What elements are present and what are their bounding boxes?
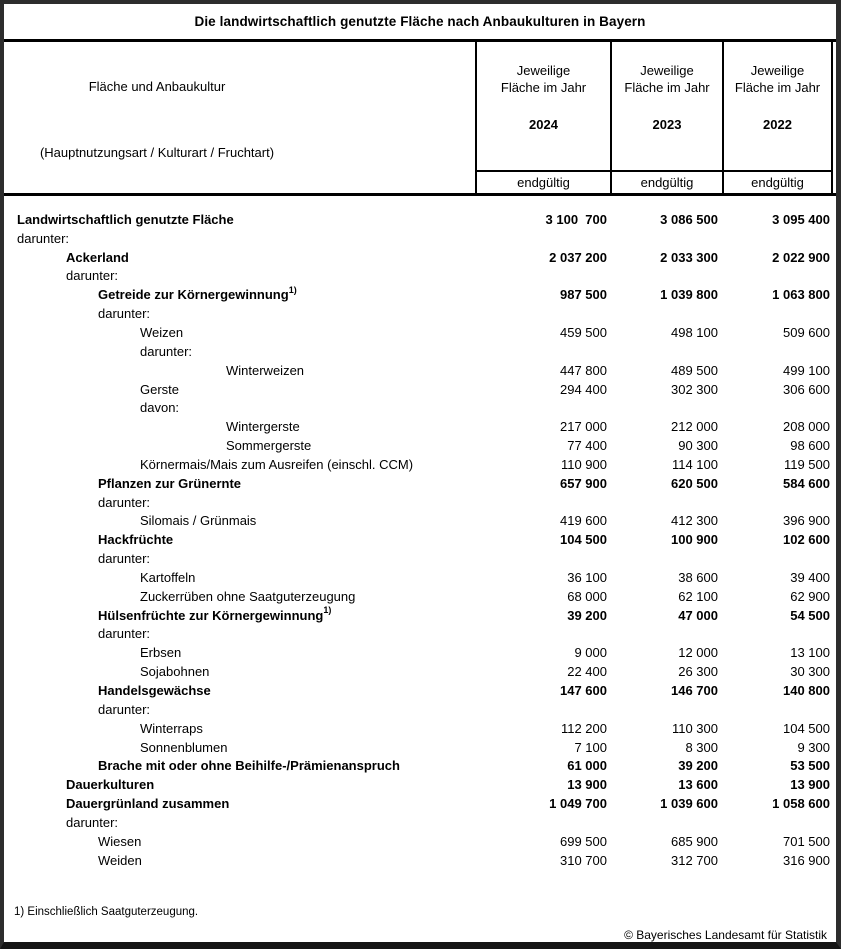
table-row: [4, 229, 830, 248]
caption-line2: Fläche im Jahr: [734, 80, 821, 95]
value-cell-2023: 90 300: [678, 438, 718, 454]
row-label: Winterraps: [140, 720, 203, 736]
value-cell-2023: 489 500: [671, 362, 718, 378]
row-label: Hülsenfrüchte zur Körnergewinnung$^{1)}$: [98, 605, 332, 623]
table-row: [4, 794, 830, 813]
value-cell-2024: 987 500: [560, 287, 607, 303]
value-cell-2024: 1 049 700: [549, 796, 607, 812]
year-col-caption: [612, 42, 722, 170]
table-body: [4, 196, 836, 870]
row-label: darunter:: [17, 230, 70, 246]
value-cell-2024: 699 500: [560, 833, 607, 849]
value-cell-2023: 2 033 300: [660, 249, 718, 265]
header-label-line1: Fläche und Anbaukultur: [88, 79, 226, 94]
value-cell-2023: 312 700: [671, 852, 718, 868]
row-label: darunter:: [98, 306, 151, 322]
value-cell-2023: 412 300: [671, 513, 718, 529]
value-cell-2023: 26 300: [678, 664, 718, 680]
value-cell-2022: 30 300: [790, 664, 830, 680]
value-cell-2022: 140 800: [783, 683, 830, 699]
table-row: [4, 700, 830, 719]
value-cell-2022: 584 600: [783, 475, 830, 491]
value-cell-2023: 146 700: [671, 683, 718, 699]
year-label: 2022: [763, 117, 792, 132]
value-cell-2024: 310 700: [560, 852, 607, 868]
value-cell-2022: 39 400: [790, 569, 830, 585]
table-row: [4, 361, 830, 380]
row-label: darunter:: [98, 494, 151, 510]
header-label-cell: [4, 42, 475, 193]
caption-line2: Fläche im Jahr: [500, 80, 587, 95]
table-header: [4, 42, 836, 196]
value-cell-2023: 13 600: [678, 777, 718, 793]
value-cell-2023: 38 600: [678, 569, 718, 585]
value-cell-2022: 1 058 600: [772, 796, 830, 812]
value-cell-2024: 3 100 700: [545, 211, 607, 227]
value-cell-2024: 217 000: [560, 419, 607, 435]
table-row: [4, 417, 830, 436]
row-label: Dauerkulturen: [66, 777, 155, 793]
table-row: [4, 304, 830, 323]
table-row: [4, 380, 830, 399]
row-label: Ackerland: [66, 249, 129, 265]
row-label: darunter:: [98, 551, 151, 567]
value-cell-2023: 114 100: [671, 456, 718, 472]
table-row: [4, 455, 830, 474]
row-label: Gerste: [140, 381, 180, 397]
year-label: 2024: [529, 117, 558, 132]
value-cell-2024: 61 000: [567, 758, 607, 774]
value-cell-2024: 459 500: [560, 324, 607, 340]
title-bar: [4, 4, 836, 42]
row-label: Zuckerrüben ohne Saatguterzeugung: [140, 588, 356, 604]
row-label: Körnermais/Mais zum Ausreifen (einschl. CCM): [140, 456, 414, 472]
year-label: 2023: [652, 117, 682, 132]
value-cell-2022: 104 500: [783, 720, 830, 736]
value-cell-2022: 3 095 400: [772, 211, 830, 227]
year-col-caption: [724, 42, 831, 170]
header-year-col-2024: [475, 42, 610, 193]
table-row: [4, 549, 830, 568]
row-label: Landwirtschaftlich genutzte Fläche: [17, 211, 234, 227]
table-row: [4, 681, 830, 700]
header-year-col-2022: [722, 42, 833, 193]
value-cell-2024: 294 400: [560, 381, 607, 397]
value-cell-2022: 509 600: [783, 324, 830, 340]
header-year-col-2023: [610, 42, 722, 193]
value-cell-2022: 53 500: [790, 758, 830, 774]
value-cell-2023: 1 039 800: [660, 287, 718, 303]
value-cell-2023: 100 900: [671, 532, 718, 548]
table-row: [4, 512, 830, 531]
copyright: © Bayerisches Landesamt für Statistik: [624, 928, 827, 942]
table-row: [4, 248, 830, 267]
row-label: Erbsen: [140, 645, 182, 661]
table-row: [4, 851, 830, 870]
table-row: [4, 775, 830, 794]
value-cell-2024: 657 900: [560, 475, 607, 491]
value-cell-2023: 8 300: [685, 739, 718, 755]
value-cell-2022: 98 600: [790, 438, 830, 454]
table-row: [4, 342, 830, 361]
row-label: darunter:: [140, 343, 193, 359]
row-label: Dauergrünland zusammen: [66, 796, 230, 812]
status-cell: endgültig: [612, 170, 722, 193]
table-row: [4, 662, 830, 681]
value-cell-2024: 112 200: [560, 720, 607, 736]
row-label: Handelsgewächse: [98, 683, 211, 699]
row-label: Weizen: [140, 324, 184, 340]
footnote-marker: 1): [288, 284, 297, 295]
status-cell: endgültig: [724, 170, 831, 193]
value-cell-2023: 62 100: [678, 588, 718, 604]
value-cell-2022: 316 900: [783, 852, 830, 868]
row-label: Hackfrüchte: [98, 532, 174, 548]
value-cell-2024: 68 000: [567, 588, 607, 604]
value-cell-2023: 3 086 500: [660, 211, 718, 227]
value-cell-2022: 396 900: [783, 513, 830, 529]
year-col-caption: [477, 42, 610, 170]
table-row: [4, 474, 830, 493]
value-cell-2022: 9 300: [797, 739, 830, 755]
table-row: [4, 832, 830, 851]
value-cell-2023: 1 039 600: [660, 796, 718, 812]
table-row: [4, 625, 830, 644]
row-label: Getreide zur Körnergewinnung$^{1)}$: [98, 284, 297, 303]
value-cell-2022: 62 900: [790, 588, 830, 604]
row-label: Sojabohnen: [140, 664, 210, 680]
table-row: [4, 398, 830, 417]
value-cell-2022: 499 100: [783, 362, 830, 378]
row-label: Sommergerste: [226, 438, 312, 454]
value-cell-2024: 7 100: [574, 739, 607, 755]
value-cell-2024: 39 200: [567, 607, 607, 623]
table-row: [4, 267, 830, 286]
footnote: 1) Einschließlich Saatguterzeugung.: [14, 906, 199, 918]
value-cell-2024: 36 100: [567, 569, 607, 585]
report-title: Die landwirtschaftlich genutzte Fläche nach Anbaukulturen in Bayern: [194, 14, 646, 29]
value-cell-2024: 147 600: [560, 683, 607, 699]
caption-line1: Jeweilige: [750, 63, 805, 78]
table-row: [4, 606, 830, 625]
value-cell-2024: 104 500: [560, 532, 607, 548]
value-cell-2024: 110 900: [560, 456, 607, 472]
table-row: [4, 210, 830, 229]
row-label: Weiden: [98, 852, 142, 868]
table-row: [4, 285, 830, 304]
value-cell-2023: 47 000: [678, 607, 718, 623]
table-row: [4, 719, 830, 738]
caption-line2: Fläche im Jahr: [624, 80, 710, 95]
value-cell-2023: 110 300: [671, 720, 718, 736]
row-label: Sonnenblumen: [140, 739, 228, 755]
value-cell-2024: 77 400: [567, 438, 607, 454]
caption-line1: Jeweilige: [640, 63, 694, 78]
value-cell-2022: 119 500: [783, 456, 830, 472]
row-label: darunter:: [66, 268, 119, 284]
table-row: [4, 436, 830, 455]
value-cell-2022: 2 022 900: [772, 249, 830, 265]
footnote-marker: 1): [323, 605, 332, 616]
row-label: darunter:: [66, 814, 119, 830]
value-cell-2023: 620 500: [671, 475, 718, 491]
table-row: [4, 323, 830, 342]
value-cell-2022: 1 063 800: [772, 287, 830, 303]
status-cell: endgültig: [477, 170, 610, 193]
row-label: Brache mit oder ohne Beihilfe-/Prämienanspruch: [98, 758, 400, 774]
value-cell-2024: 447 800: [560, 362, 607, 378]
value-cell-2022: 102 600: [783, 532, 830, 548]
value-cell-2022: 701 500: [783, 833, 830, 849]
row-label: Winterweizen: [226, 362, 305, 378]
table-row: [4, 813, 830, 832]
value-cell-2022: 306 600: [783, 381, 830, 397]
row-label: darunter:: [98, 701, 151, 717]
table-row: [4, 738, 830, 757]
value-cell-2022: 13 100: [790, 645, 830, 661]
table-row: [4, 587, 830, 606]
row-label: Kartoffeln: [140, 569, 196, 585]
row-label: Wiesen: [98, 833, 142, 849]
table-row: [4, 530, 830, 549]
caption-line1: Jeweilige: [516, 63, 571, 78]
table-row: [4, 756, 830, 775]
value-cell-2023: 685 900: [671, 833, 718, 849]
value-cell-2023: 39 200: [678, 758, 718, 774]
table-row: [4, 568, 830, 587]
header-label-line2: (Hauptnutzungsart / Kulturart / Fruchtart): [39, 145, 275, 160]
table-row: [4, 493, 830, 512]
value-cell-2023: 212 000: [671, 419, 718, 435]
row-label: Silomais / Grünmais: [140, 513, 257, 529]
row-label: Wintergerste: [226, 419, 300, 435]
row-label: darunter:: [98, 626, 151, 642]
value-cell-2022: 208 000: [783, 419, 830, 435]
value-cell-2022: 13 900: [790, 777, 830, 793]
value-cell-2023: 498 100: [671, 324, 718, 340]
value-cell-2023: 302 300: [671, 381, 718, 397]
value-cell-2024: 2 037 200: [549, 249, 607, 265]
value-cell-2024: 13 900: [567, 777, 607, 793]
value-cell-2024: 419 600: [560, 513, 607, 529]
table-row: [4, 643, 830, 662]
row-label: Pflanzen zur Grünernte: [98, 475, 242, 491]
row-label: davon:: [140, 400, 180, 416]
value-cell-2022: 54 500: [790, 607, 830, 623]
value-cell-2024: 22 400: [567, 664, 607, 680]
value-cell-2024: 9 000: [574, 645, 607, 661]
value-cell-2023: 12 000: [678, 645, 718, 661]
